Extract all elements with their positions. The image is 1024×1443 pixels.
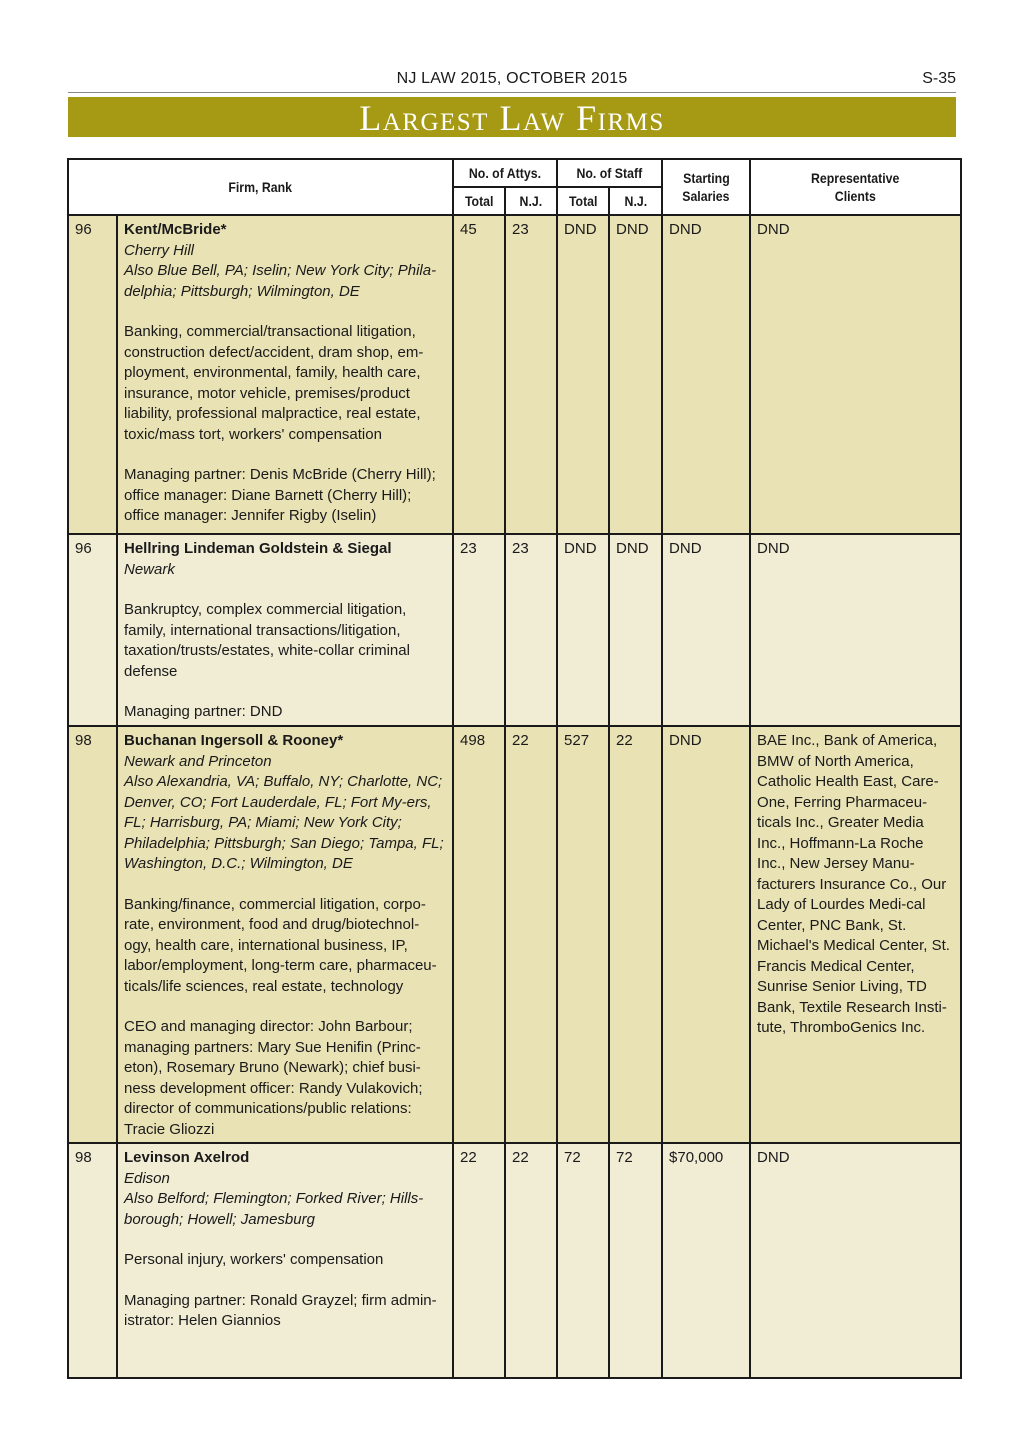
staff-nj: DND: [609, 534, 662, 726]
rank: 96: [68, 534, 117, 726]
table-row: [68, 215, 961, 534]
firm-practice-areas: Banking, commercial/transactional litigation, construction defect/accident, dram shop, em-ployment, environmental, family, health care, insurance, motor vehicle, premises/product liability, professional malpractice, real estate, toxic/mass tort, workers' compensation: [124, 323, 424, 443]
firm-management: Managing partner: Denis McBride (Cherry Hill); office manager: Diane Barnett (Cherry Hill); office manager: Jennifer Rigby (Iselin): [124, 466, 436, 524]
firm-city: Cherry Hill: [124, 241, 195, 259]
firm-info: [117, 726, 453, 1143]
attys-nj: 22: [505, 1143, 557, 1378]
rep-clients: BAE Inc., Bank of America, BMW of North America, Catholic Health East, Care-One, Ferring Pharmaceu-ticals Inc., Greater Media Inc., Hoffmann-La Roche Inc., New Jersey Manu-facturers Insurance Co., Our Lady of Lourdes Medi-cal Center, PNC Bank, St. Michael's Medical Center, St. Francis Medical Center, Sunrise Senior Living, TD Bank, Textile Research Insti-tute, ThromboGenics Inc.: [750, 726, 961, 1143]
col-header-rep-clients: Representative Clients: [750, 159, 961, 215]
col-header-attys-total: Total: [453, 187, 505, 215]
attys-total: 22: [453, 1143, 505, 1378]
starting-salaries: DND: [662, 534, 750, 726]
firm-name: Hellring Lindeman Goldstein & Siegal: [124, 540, 392, 557]
firm-info: [117, 1143, 453, 1378]
rank: 98: [68, 1143, 117, 1378]
law-firms-table: [67, 158, 962, 1379]
firm-practice-areas: Banking/finance, commercial litigation, corpo-rate, environment, food and drug/biotechnol-ogy, health care, international business, IP, labor/employment, long-term care, pharmaceu-ticals/life sciences, real estate, technology: [124, 895, 437, 995]
firm-management: CEO and managing director: John Barbour; managing partners: Mary Sue Henifin (Princ-eton), Rosemary Bruno (Newark); chief busi-ness development officer: Randy Vulakovich; director of communications/public relations: Tracie Gliozzi: [124, 1018, 423, 1138]
rep-clients: DND: [750, 1143, 961, 1378]
attys-total: 498: [453, 726, 505, 1143]
starting-salaries: DND: [662, 215, 750, 534]
firm-name: Buchanan Ingersoll & Rooney*: [124, 732, 344, 749]
attys-total: 23: [453, 534, 505, 726]
publication-line: NJ LAW 2015, OCTOBER 2015: [396, 70, 628, 87]
firm-practice-areas: Bankruptcy, complex commercial litigation, family, international transactions/litigation, taxation/trusts/estates, white-collar criminal defense: [124, 601, 410, 680]
starting-salaries: DND: [662, 726, 750, 1143]
table-row: [68, 1143, 961, 1378]
staff-total: 527: [557, 726, 609, 1143]
firm-info: [117, 215, 453, 534]
staff-total: DND: [557, 215, 609, 534]
staff-total: 72: [557, 1143, 609, 1378]
col-header-firm-rank: Firm, Rank: [68, 159, 453, 215]
firm-city: Edison: [124, 1169, 170, 1187]
header-rule: [68, 92, 956, 93]
attys-nj: 23: [505, 215, 557, 534]
firm-practice-areas: Personal injury, workers' compensation: [124, 1251, 384, 1268]
rank: 98: [68, 726, 117, 1143]
page-header: [68, 70, 956, 92]
firm-city: Newark: [124, 560, 175, 578]
rank: 96: [68, 215, 117, 534]
page-number: S-35: [922, 70, 956, 87]
firm-other-offices: Also Blue Bell, PA; Iselin; New York City; Phila-delphia; Pittsburgh; Wilmington, DE: [124, 262, 437, 300]
firm-other-offices: Also Belford; Flemington; Forked River; Hills-borough; Howell; Jamesburg: [124, 1190, 424, 1228]
attys-nj: 22: [505, 726, 557, 1143]
col-header-staff: No. of Staff: [557, 159, 662, 187]
firm-management: Managing partner: Ronald Grayzel; firm admin-istrator: Helen Giannios: [124, 1291, 437, 1329]
col-header-attys-nj: N.J.: [505, 187, 557, 215]
rep-clients: DND: [750, 215, 961, 534]
firm-other-offices: Also Alexandria, VA; Buffalo, NY; Charlotte, NC; Denver, CO; Fort Lauderdale, FL; Fort My-ers, FL; Harrisburg, PA; Miami; New York City; Philadelphia; Pittsburgh; San Diego; Tampa, FL; Washington, D.C.; Wilmington, DE: [124, 773, 444, 872]
section-title: Largest Law Firms: [68, 97, 956, 137]
attys-total: 45: [453, 215, 505, 534]
col-header-starting-salaries: Starting Salaries: [662, 159, 750, 215]
col-header-staff-nj: N.J.: [609, 187, 662, 215]
firm-city: Newark and Princeton: [124, 752, 272, 770]
rep-clients: DND: [750, 534, 961, 726]
staff-nj: DND: [609, 215, 662, 534]
table-row: [68, 726, 961, 1143]
table-row: [68, 534, 961, 726]
starting-salaries: $70,000: [662, 1143, 750, 1378]
firm-info: [117, 534, 453, 726]
col-header-attys: No. of Attys.: [453, 159, 557, 187]
staff-nj: 72: [609, 1143, 662, 1378]
firm-management: Managing partner: DND: [124, 703, 283, 720]
staff-total: DND: [557, 534, 609, 726]
firm-name: Levinson Axelrod: [124, 1149, 250, 1166]
attys-nj: 23: [505, 534, 557, 726]
col-header-staff-total: Total: [557, 187, 609, 215]
firm-name: Kent/McBride*: [124, 221, 227, 238]
staff-nj: 22: [609, 726, 662, 1143]
